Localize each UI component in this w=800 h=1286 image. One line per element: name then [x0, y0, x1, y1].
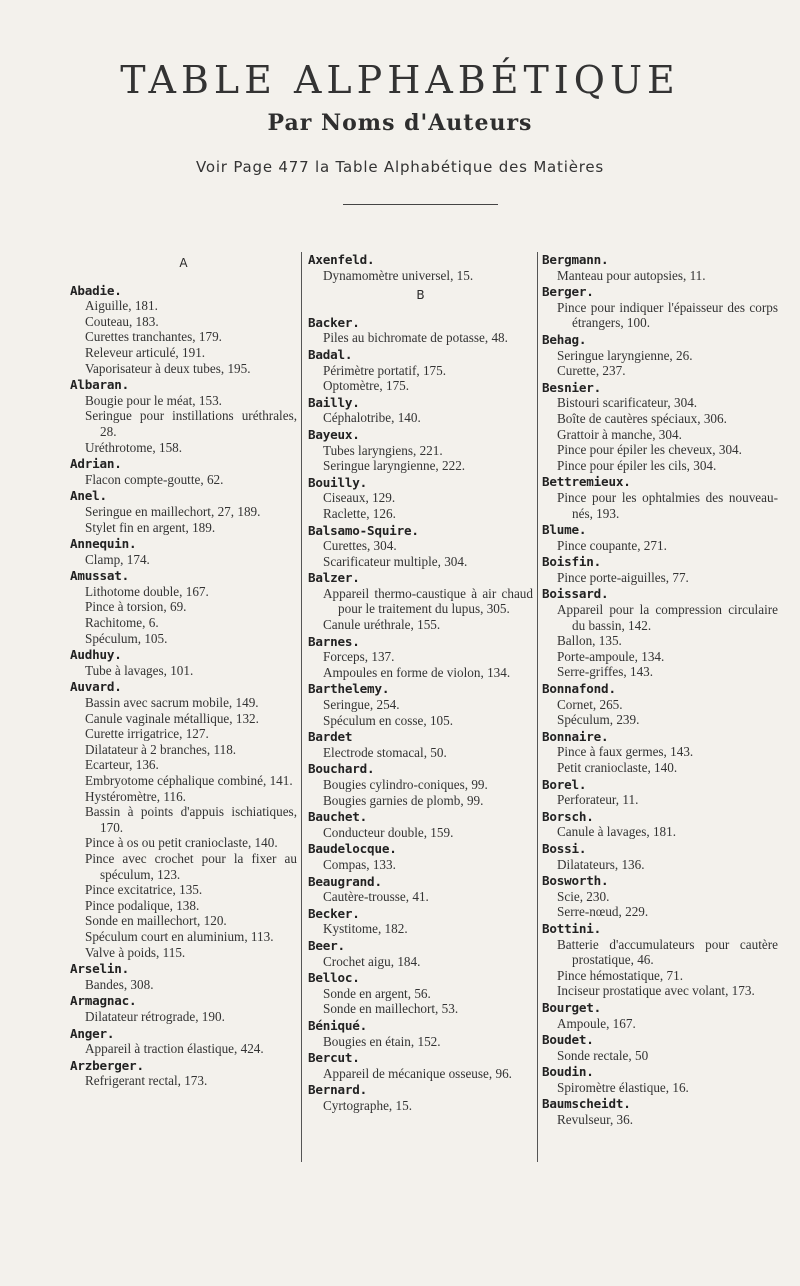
instrument-item: Bassin avec sacrum mobile, 149. [85, 695, 259, 711]
instrument-item: Ampoules en forme de violon, 134. [323, 664, 511, 680]
instrument-item: Pince à torsion, 69. [85, 599, 187, 615]
author-name: Anel. [70, 488, 107, 504]
instrument-item: Rachitome, 6. [85, 615, 159, 631]
author-entry [542, 809, 778, 840]
author-name: Beaugrand. [308, 873, 382, 889]
author-name: Armagnac. [70, 993, 137, 1009]
author-entry [308, 395, 533, 426]
author-name: Bottini. [542, 920, 602, 936]
instrument-item: Pince podalique, 138. [85, 897, 200, 913]
author-entry [542, 1096, 778, 1127]
author-entry [308, 874, 533, 905]
instrument-item: Bougies garnies de plomb, 99. [323, 792, 484, 808]
author-entry [70, 679, 297, 960]
instrument-item: Raclette, 126. [323, 505, 396, 521]
author-entry [70, 1058, 297, 1089]
instrument-item: Pince pour indiquer l'épaisseur des corps étrangers, 100. [557, 299, 778, 331]
instrument-item: Refrigerant rectal, 173. [85, 1073, 208, 1089]
instrument-item: Tube à lavages, 101. [85, 662, 194, 678]
instrument-item: Boîte de cautères spéciaux, 306. [557, 410, 727, 426]
instrument-item: Périmètre portatif, 175. [323, 362, 447, 378]
author-entry [308, 315, 533, 346]
author-entry [308, 427, 533, 474]
instrument-item: Vaporisateur à deux tubes, 195. [85, 360, 251, 376]
author-entry [308, 1050, 533, 1081]
instrument-item: Spéculum, 239. [557, 712, 640, 728]
author-entry [70, 993, 297, 1024]
instrument-item: Perforateur, 11. [557, 792, 639, 808]
instrument-item: Bassin à points d'appuis ischiatiques, 170. [85, 804, 297, 835]
author-name: Bettremieux. [542, 474, 631, 490]
instrument-item: Appareil thermo-caustique à air chaud pour le traitement du lupus, 305. [323, 585, 533, 617]
instrument-item: Clamp, 174. [85, 551, 150, 567]
instrument-item: Serre-griffes, 143. [557, 664, 654, 680]
instrument-item: Releveur articulé, 191. [85, 344, 206, 360]
instrument-item: Ampoule, 167. [557, 1015, 636, 1031]
instrument-item: Electrode stomacal, 50. [323, 744, 447, 760]
instrument-item: Pince porte-aiguilles, 77. [557, 569, 689, 585]
author-entry [308, 761, 533, 808]
author-entry [308, 475, 533, 522]
author-entry [308, 841, 533, 872]
author-entry [70, 536, 297, 567]
author-name: Bourget. [542, 999, 602, 1015]
instrument-item: Spéculum, 105. [85, 630, 168, 646]
author-entry [70, 1026, 297, 1057]
instrument-item: Sonde en maillechort, 120. [85, 913, 227, 929]
author-name: Behag. [542, 331, 587, 347]
instrument-item: Curettes tranchantes, 179. [85, 329, 222, 345]
author-entry [542, 586, 778, 680]
author-entry [542, 1064, 778, 1095]
instrument-item: Piles au bichromate de potasse, 48. [323, 330, 508, 346]
author-entry [70, 647, 297, 678]
instrument-item: Petit cranioclaste, 140. [557, 760, 678, 775]
instrument-item: Forceps, 137. [323, 649, 395, 665]
author-entry [70, 568, 297, 646]
instrument-item: Dilatateur rétrograde, 190. [85, 1008, 225, 1024]
instrument-item: Ballon, 135. [557, 633, 622, 649]
instrument-item: Tubes laryngiens, 221. [323, 442, 443, 458]
author-name: Axenfeld. [308, 252, 375, 267]
instrument-item: Curette, 237. [557, 363, 626, 379]
author-name: Bercut. [308, 1050, 360, 1066]
instrument-item: Seringue laryngienne, 26. [557, 347, 693, 363]
instrument-item: Cornet, 265. [557, 696, 623, 712]
author-name: Bernard. [308, 1082, 368, 1098]
instrument-item: Pince hémostatique, 71. [557, 967, 683, 983]
author-entry [308, 570, 533, 632]
instrument-item: Pince coupante, 271. [557, 537, 667, 553]
instrument-item: Dilatateur à 2 branches, 118. [85, 741, 237, 757]
author-name: Becker. [308, 905, 360, 921]
section-letter: B [416, 288, 425, 303]
instrument-item: Seringue en maillechort, 27, 189. [85, 503, 261, 519]
author-entry [308, 347, 533, 394]
author-name: Berger. [542, 284, 594, 300]
index-column-1 [70, 252, 302, 1162]
instrument-item: Optomètre, 175. [323, 378, 410, 394]
author-name: Bouilly. [308, 474, 368, 490]
author-name: Boudet. [542, 1032, 594, 1048]
author-name: Blume. [542, 522, 587, 538]
author-name: Bossi. [542, 840, 587, 856]
instrument-item: Hystéromètre, 116. [85, 788, 186, 804]
instrument-item: Serre-nœud, 229. [557, 904, 649, 920]
instrument-item: Grattoir à manche, 304. [557, 426, 682, 442]
author-name: Backer. [308, 314, 360, 330]
author-entry [542, 681, 778, 728]
author-name: Balzer. [308, 570, 360, 586]
instrument-item: Pince pour les ophtalmies des nouveau-nés, 193. [557, 489, 778, 521]
instrument-item: Seringue pour instillations uréthrales, 28. [85, 408, 297, 439]
instrument-item: Uréthrotome, 158. [85, 439, 183, 455]
author-name: Bayeux. [308, 426, 360, 442]
instrument-item: Ecarteur, 136. [85, 757, 159, 773]
instrument-item: Scie, 230. [557, 888, 610, 904]
author-name: Baudelocque. [308, 841, 397, 857]
instrument-item: Couteau, 183. [85, 313, 159, 329]
instrument-item: Seringue laryngienne, 222. [323, 458, 466, 474]
author-entry [542, 252, 778, 283]
instrument-item: Cyrtographe, 15. [323, 1097, 412, 1113]
author-name: Boudin. [542, 1064, 594, 1080]
author-name: Auvard. [70, 679, 122, 695]
author-name: Balsamo-Squire. [308, 522, 419, 538]
author-name: Bauchet. [308, 809, 368, 825]
author-name: Boissard. [542, 586, 609, 602]
author-entry [542, 729, 778, 776]
instrument-item: Conducteur double, 159. [323, 824, 454, 840]
author-name: Boisfin. [542, 554, 602, 570]
instrument-item: Pince à faux germes, 143. [557, 744, 694, 760]
author-entry [70, 456, 297, 487]
author-entry [308, 729, 533, 760]
author-name: Borsch. [542, 808, 594, 824]
instrument-item: Spéculum court en aluminium, 113. [85, 928, 274, 944]
instrument-item: Dilatateurs, 136. [557, 856, 645, 872]
author-entry [308, 1018, 533, 1049]
instrument-item: Cautère-trousse, 41. [323, 889, 429, 905]
instrument-item: Curette irrigatrice, 127. [85, 726, 209, 742]
author-entry [542, 1000, 778, 1031]
instrument-item: Spiromètre élastique, 16. [557, 1079, 689, 1095]
author-name: Bonnafond. [542, 681, 616, 697]
instrument-item: Canule uréthrale, 155. [323, 617, 441, 633]
instrument-item: Stylet fin en argent, 189. [85, 519, 216, 535]
cross-reference-note: Voir Page 477 la Table Alphabétique des Matières [195, 158, 605, 176]
author-entry [308, 809, 533, 840]
instrument-item: Spéculum en cosse, 105. [323, 712, 454, 728]
instrument-item: Sonde en argent, 56. [323, 985, 431, 1001]
author-name: Annequin. [70, 536, 137, 552]
author-name: Amussat. [70, 568, 130, 584]
instrument-item: Porte-ampoule, 134. [557, 648, 665, 664]
author-entry [542, 777, 778, 808]
author-name: Abadie. [70, 282, 122, 298]
author-entry [542, 380, 778, 474]
author-name: Arselin. [70, 961, 130, 977]
instrument-item: Aiguille, 181. [85, 298, 158, 314]
author-name: Audhuy. [70, 647, 122, 663]
author-entry [308, 252, 533, 283]
author-name: Borel. [542, 776, 587, 792]
author-entry [70, 488, 297, 535]
instrument-item: Pince à os ou petit cranioclaste, 140. [85, 835, 278, 851]
instrument-item: Embryotome céphalique combiné, 141. [85, 773, 293, 788]
instrument-item: Ciseaux, 129. [323, 490, 396, 506]
instrument-item: Seringue, 254. [323, 697, 400, 713]
instrument-item: Appareil à traction élastique, 424. [85, 1041, 264, 1057]
instrument-item: Manteau pour autopsies, 11. [557, 267, 706, 283]
instrument-item: Céphalotribe, 140. [323, 410, 421, 426]
author-entry [308, 681, 533, 728]
author-entry [70, 961, 297, 992]
author-name: Arzberger. [70, 1057, 144, 1073]
author-entry [308, 938, 533, 969]
instrument-item: Scarificateur multiple, 304. [323, 553, 468, 569]
instrument-item: Canule à lavages, 181. [557, 824, 677, 840]
author-entry [542, 332, 778, 379]
instrument-item: Curettes, 304. [323, 538, 397, 554]
instrument-item: Revulseur, 36. [557, 1112, 634, 1128]
instrument-item: Pince pour épiler les cils, 304. [557, 457, 717, 473]
author-entry [542, 873, 778, 920]
instrument-item: Batterie d'accumulateurs pour cautère prostatique, 46. [557, 936, 778, 968]
author-entry [70, 283, 297, 377]
author-entry [308, 970, 533, 1017]
instrument-item: Bandes, 308. [85, 976, 154, 992]
author-name: Adrian. [70, 456, 122, 472]
instrument-item: Bistouri scarificateur, 304. [557, 395, 698, 411]
instrument-item: Flacon compte-goutte, 62. [85, 471, 224, 487]
author-entry [542, 284, 778, 331]
instrument-item: Appareil pour la compression circulaire du bassin, 142. [557, 602, 778, 633]
section-letter: A [179, 256, 188, 270]
author-name: Baumscheidt. [542, 1096, 631, 1112]
author-entry [308, 523, 533, 570]
author-name: Béniqué. [308, 1017, 368, 1033]
author-entry [70, 377, 297, 455]
author-name: Barnes. [308, 633, 360, 649]
author-entry [542, 841, 778, 872]
author-entry [542, 474, 778, 521]
author-name: Bailly. [308, 394, 360, 410]
author-name: Bardet [308, 729, 353, 745]
author-name: Barthelemy. [308, 681, 390, 697]
instrument-item: Inciseur prostatique avec volant, 173. [557, 983, 755, 999]
author-entry [308, 1082, 533, 1113]
instrument-item: Canule vaginale métallique, 132. [85, 710, 259, 726]
author-name: Badal. [308, 346, 353, 362]
instrument-item: Bougies cylindro-coniques, 99. [323, 777, 488, 792]
author-name: Belloc. [308, 970, 360, 986]
instrument-item: Kystitome, 182. [323, 921, 408, 937]
author-entry [542, 522, 778, 553]
instrument-item: Valve à poids, 115. [85, 944, 186, 960]
author-entry [308, 906, 533, 937]
instrument-item: Dynamomètre universel, 15. [323, 267, 474, 283]
author-name: Bonnaire. [542, 728, 609, 744]
instrument-item: Pince pour épiler les cheveux, 304. [557, 442, 742, 458]
instrument-item: Sonde rectale, 50 [557, 1047, 649, 1063]
instrument-item: Sonde en maillechort, 53. [323, 1001, 459, 1017]
author-name: Besnier. [542, 379, 602, 395]
instrument-item: Appareil de mécanique osseuse, 96. [323, 1065, 512, 1081]
author-name: Anger. [70, 1025, 115, 1041]
author-entry [542, 921, 778, 999]
index-column-2 [302, 252, 538, 1162]
instrument-item: Pince excitatrice, 135. [85, 882, 203, 898]
author-name: Bergmann. [542, 252, 609, 267]
instrument-item: Bougie pour le méat, 153. [85, 392, 222, 408]
author-entry [308, 634, 533, 681]
title-divider [343, 204, 498, 205]
page-title: TABLE ALPHABÉTIQUE [120, 58, 680, 102]
instrument-item: Lithotome double, 167. [85, 583, 209, 599]
page-subtitle: Par Noms d'Auteurs [267, 110, 533, 136]
author-name: Albaran. [70, 377, 130, 393]
author-name: Bouchard. [308, 761, 375, 777]
author-name: Bosworth. [542, 873, 609, 889]
author-entry [542, 1032, 778, 1063]
instrument-item: Pince avec crochet pour la fixer au spéculum, 123. [85, 850, 297, 882]
author-name: Beer. [308, 937, 345, 953]
author-entry [542, 554, 778, 585]
instrument-item: Compas, 133. [323, 856, 396, 872]
index-column-3 [538, 252, 778, 1162]
instrument-item: Crochet aigu, 184. [323, 953, 421, 969]
instrument-item: Bougies en étain, 152. [323, 1033, 441, 1049]
